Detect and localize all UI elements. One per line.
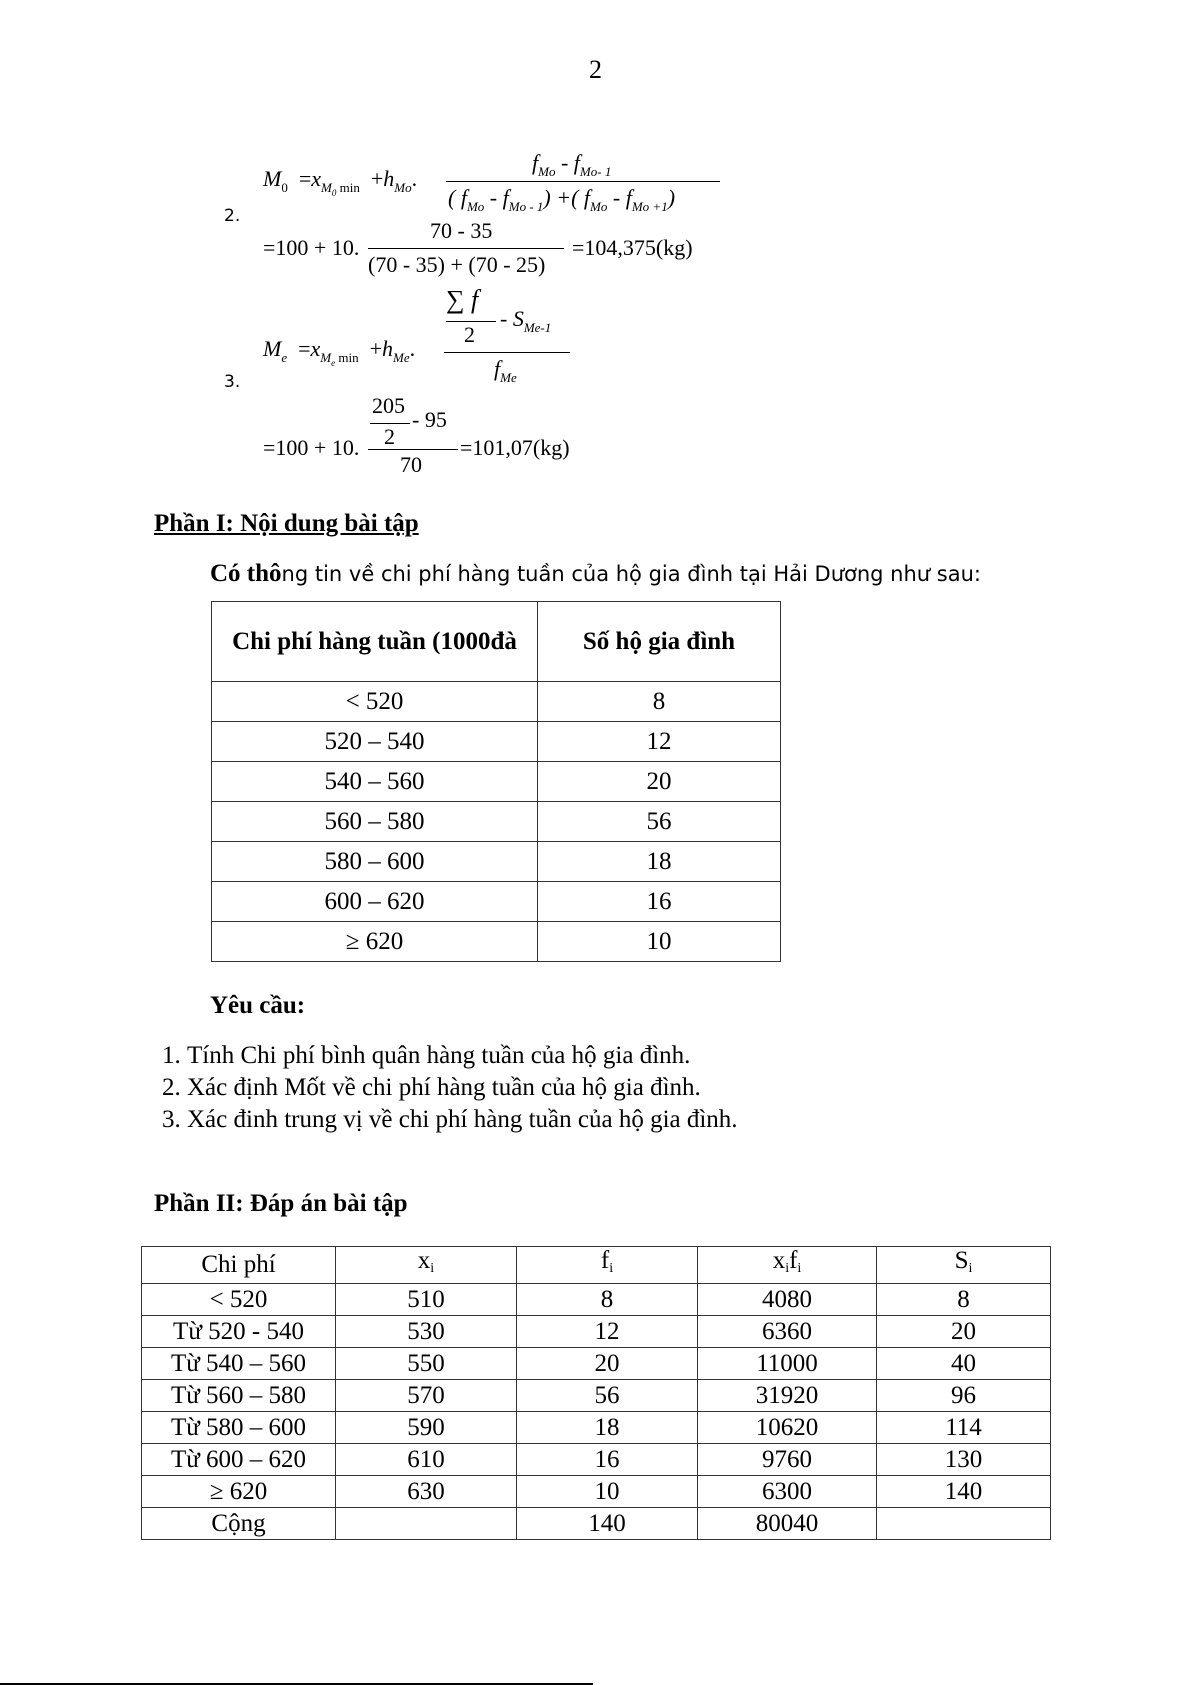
expense-range-cell: 600 – 620 xyxy=(212,882,538,922)
si-cell: 140 xyxy=(877,1476,1051,1508)
part1-heading: Phần I: Nội dung bài tập xyxy=(154,510,419,537)
table-row xyxy=(142,1508,1051,1540)
part1-intro: Có thông tin về chi phí hàng tuần của hộ gia đình tại Hải Dương như sau: xyxy=(210,560,981,587)
header-expense: Chi phí xyxy=(142,1247,336,1284)
expense-range-cell: 580 – 600 xyxy=(212,842,538,882)
expense-range-cell: ≥ 620 xyxy=(212,922,538,962)
mode-fraction-line xyxy=(446,181,720,182)
table-row xyxy=(142,1412,1051,1444)
fi-cell: 16 xyxy=(517,1444,698,1476)
expense-range-cell: 540 – 560 xyxy=(212,762,538,802)
xifi-cell: 11000 xyxy=(698,1348,877,1380)
household-count-cell: 18 xyxy=(538,842,781,882)
table-header-row xyxy=(142,1247,1051,1284)
xi-cell: 610 xyxy=(336,1444,517,1476)
household-count-cell: 8 xyxy=(538,682,781,722)
table-row xyxy=(212,682,781,722)
xi-cell xyxy=(336,1508,517,1540)
table-row xyxy=(142,1380,1051,1412)
median-denominator: $f_{Me}$ xyxy=(494,356,517,385)
xi-cell: 530 xyxy=(336,1316,517,1348)
si-cell: 114 xyxy=(877,1412,1051,1444)
table-row xyxy=(212,722,781,762)
household-count-cell: 20 xyxy=(538,762,781,802)
fi-cell: 20 xyxy=(517,1348,698,1380)
fi-cell: 10 xyxy=(517,1476,698,1508)
requirements-title: Yêu cầu: xyxy=(210,992,306,1019)
mode-calc-denominator: (70 - 35) + (70 - 25) xyxy=(368,252,546,277)
table-row xyxy=(212,802,781,842)
expense-table xyxy=(211,601,781,962)
median-formula-lhs: $M_e =x_{M_e min} +h_{Me}$. xyxy=(263,336,416,368)
household-count-cell: 10 xyxy=(538,922,781,962)
expense-cell: Từ 520 - 540 xyxy=(142,1316,336,1348)
table-row xyxy=(142,1476,1051,1508)
xifi-cell: 31920 xyxy=(698,1380,877,1412)
expense-range-cell: < 520 xyxy=(212,682,538,722)
mode-denominator: ( $f_{Mo} - f_{Mo - 1}$) +( $f_{Mo} - f_{Mo +1}$) xyxy=(448,185,676,214)
header-xi: xi xyxy=(336,1247,517,1284)
table-row xyxy=(142,1284,1051,1316)
expense-cell: Từ 560 – 580 xyxy=(142,1380,336,1412)
median-fraction-line xyxy=(444,352,570,353)
mode-formula-lhs: $M_0 =x_{M_0 min} +h_{Mo}$. xyxy=(263,166,418,198)
expense-cell: Từ 580 – 600 xyxy=(142,1412,336,1444)
expense-cell: < 520 xyxy=(142,1284,336,1316)
table-row xyxy=(212,762,781,802)
xifi-cell: 4080 xyxy=(698,1284,877,1316)
xifi-cell: 9760 xyxy=(698,1444,877,1476)
xi-cell: 510 xyxy=(336,1284,517,1316)
si-cell: 20 xyxy=(877,1316,1051,1348)
item-number-2: 2. xyxy=(224,206,241,226)
answer-table xyxy=(141,1246,1051,1540)
part2-heading: Phần II: Đáp án bài tập xyxy=(154,1190,408,1217)
median-calc-result: =101,07(kg) xyxy=(460,435,570,460)
fi-cell: 140 xyxy=(517,1508,698,1540)
expense-cell: Cộng xyxy=(142,1508,336,1540)
xifi-cell: 10620 xyxy=(698,1412,877,1444)
table-row xyxy=(142,1348,1051,1380)
table-row xyxy=(212,922,781,962)
requirement-item: 3. Xác đinh trung vị về chi phí hàng tuần của hộ gia đình. xyxy=(187,1104,738,1136)
household-count-cell: 56 xyxy=(538,802,781,842)
table-row xyxy=(212,842,781,882)
xifi-cell: 6300 xyxy=(698,1476,877,1508)
si-cell: 130 xyxy=(877,1444,1051,1476)
xi-cell: 570 xyxy=(336,1380,517,1412)
table-header-row xyxy=(212,602,781,682)
fi-cell: 8 xyxy=(517,1284,698,1316)
expense-cell: ≥ 620 xyxy=(142,1476,336,1508)
median-calc-minus: - 95 xyxy=(412,407,447,432)
item-number-3: 3. xyxy=(224,372,241,392)
median-calc-denominator: 70 xyxy=(400,452,422,477)
median-calc-fraction-line xyxy=(368,449,458,450)
household-count-cell: 16 xyxy=(538,882,781,922)
header-xifi: xifi xyxy=(698,1247,877,1284)
header-si: Si xyxy=(877,1247,1051,1284)
si-cell: 40 xyxy=(877,1348,1051,1380)
table-row xyxy=(142,1444,1051,1476)
xi-cell: 630 xyxy=(336,1476,517,1508)
median-calc-num-bottom: 2 xyxy=(384,424,395,449)
table-row xyxy=(212,882,781,922)
median-minus-s: - $S_{Me-1}$ xyxy=(500,306,552,335)
header-households: Số hộ gia đình xyxy=(538,602,781,682)
requirement-item: 1. Tính Chi phí bình quân hàng tuần của hộ gia đình. xyxy=(187,1040,738,1072)
header-fi: fi xyxy=(517,1247,698,1284)
si-cell: 8 xyxy=(877,1284,1051,1316)
fi-cell: 12 xyxy=(517,1316,698,1348)
median-calc-num-top: 205 xyxy=(372,393,405,418)
si-cell xyxy=(877,1508,1051,1540)
household-count-cell: 12 xyxy=(538,722,781,762)
expense-cell: Từ 600 – 620 xyxy=(142,1444,336,1476)
expense-range-cell: 520 – 540 xyxy=(212,722,538,762)
requirements-list xyxy=(147,1040,738,1136)
fi-cell: 56 xyxy=(517,1380,698,1412)
expense-cell: Từ 540 – 560 xyxy=(142,1348,336,1380)
mode-calc-prefix: =100 + 10. xyxy=(263,235,360,260)
xi-cell: 550 xyxy=(336,1348,517,1380)
median-two: 2 xyxy=(464,322,475,347)
sum-f: ∑ f xyxy=(446,285,479,314)
xi-cell: 590 xyxy=(336,1412,517,1444)
requirement-item: 2. Xác định Mốt về chi phí hàng tuần của hộ gia đình. xyxy=(187,1072,738,1104)
fi-cell: 18 xyxy=(517,1412,698,1444)
mode-calc-numerator: 70 - 35 xyxy=(430,218,493,243)
page-number: 2 xyxy=(589,55,602,84)
mode-calc-fraction-line xyxy=(368,248,564,249)
median-calc-prefix: =100 + 10. xyxy=(263,435,360,460)
si-cell: 96 xyxy=(877,1380,1051,1412)
header-expense: Chi phí hàng tuần (1000đà xyxy=(212,602,538,682)
table-row xyxy=(142,1316,1051,1348)
xifi-cell: 6360 xyxy=(698,1316,877,1348)
mode-calc-result: =104,375(kg) xyxy=(572,235,693,260)
xifi-cell: 80040 xyxy=(698,1508,877,1540)
mode-numerator: $f_{Mo} - f_{Mo- 1}$ xyxy=(532,150,612,179)
expense-range-cell: 560 – 580 xyxy=(212,802,538,842)
